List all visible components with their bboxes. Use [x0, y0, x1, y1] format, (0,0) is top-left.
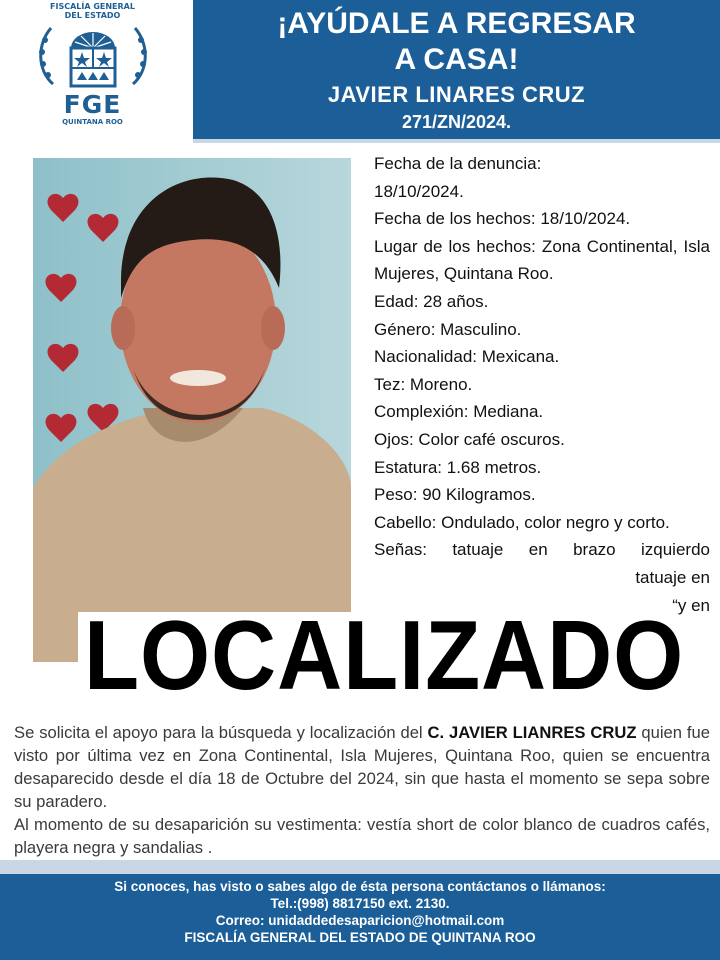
footer-email: Correo: unidaddedesaparicion@hotmail.com — [215, 913, 505, 928]
description-paragraph-2: Al momento de su desaparición su vestimenta: vestía short de color blanco de cuadros cafés, playera negra y sandalias . — [14, 815, 710, 857]
footer-agency: FISCALÍA GENERAL DEL ESTADO DE QUINTANA ROO — [184, 930, 536, 945]
detail-build: Complexión: Mediana. — [374, 402, 544, 422]
details-list — [374, 150, 710, 619]
detail-eyes: Ojos: Color café oscuros. — [374, 429, 565, 449]
p1-end: quien fue visto por última vez en Zona Continental, Isla Mujeres, Quintana Roo, quien se encuentra desaparecido desde el día 18 de Octubre del 2024, sin que hasta el momento se sepa sobre su paradero. — [14, 723, 710, 811]
logo-acronym: FGE — [63, 90, 122, 119]
p1-name: C. JAVIER LIANRES CRUZ — [427, 723, 637, 742]
headline-line1: ¡AYÚDALE A REGRESAR — [277, 7, 636, 40]
headline-line2: A CASA! — [394, 43, 519, 76]
detail-marks-cont2: “y en — [672, 595, 710, 615]
case-number: 271/ZN/2024. — [401, 112, 512, 132]
header-banner — [193, 0, 720, 143]
p1-start: Se solicita el apoyo para la búsqueda y localización del — [14, 723, 428, 742]
state-emblem-icon — [31, 22, 155, 92]
person-photo-image — [33, 158, 351, 662]
footer-phone: Tel.:(998) 8817150 ext. 2130. — [270, 896, 450, 911]
detail-marks: Señas: tatuaje en brazo izquierdo — [374, 540, 710, 560]
detail-weight: Peso: 90 Kilogramos. — [374, 485, 536, 505]
person-photo — [33, 158, 351, 662]
detail-gender: Género: Masculino. — [374, 319, 522, 339]
description-paragraph-1 — [14, 721, 710, 813]
detail-hair: Cabello: Ondulado, color negro y corto. — [374, 512, 670, 532]
logo-agency-line1: FISCALÍA GENERAL — [50, 2, 135, 11]
detail-age: Edad: 28 años. — [374, 291, 489, 311]
logo-state: QUINTANA ROO — [62, 118, 123, 126]
localizado-stamp: LOCALIZADO — [84, 600, 685, 710]
fge-logo — [30, 2, 155, 142]
person-name: JAVIER LINARES CRUZ — [327, 82, 586, 107]
detail-event-date: Fecha de los hechos: 18/10/2024. — [374, 209, 631, 229]
detail-complexion-tone: Tez: Moreno. — [374, 374, 473, 394]
detail-report-date-label: Fecha de la denuncia: — [374, 154, 542, 173]
detail-report-date: 18/10/2024. — [374, 181, 464, 201]
logo-agency-line2: DEL ESTADO — [64, 11, 121, 20]
footer-contact-prompt: Si conoces, has visto o sabes algo de ésta persona contáctanos o llámanos: — [114, 879, 606, 894]
headline — [193, 6, 720, 78]
footer-banner — [0, 860, 720, 960]
detail-nationality: Nacionalidad: Mexicana. — [374, 347, 560, 367]
detail-height: Estatura: 1.68 metros. — [374, 457, 542, 477]
detail-place: Lugar de los hechos: Zona Continental, Isla Mujeres, Quintana Roo. — [374, 236, 710, 284]
detail-marks-cont1: tatuaje en — [635, 567, 710, 587]
description-text — [14, 721, 710, 859]
